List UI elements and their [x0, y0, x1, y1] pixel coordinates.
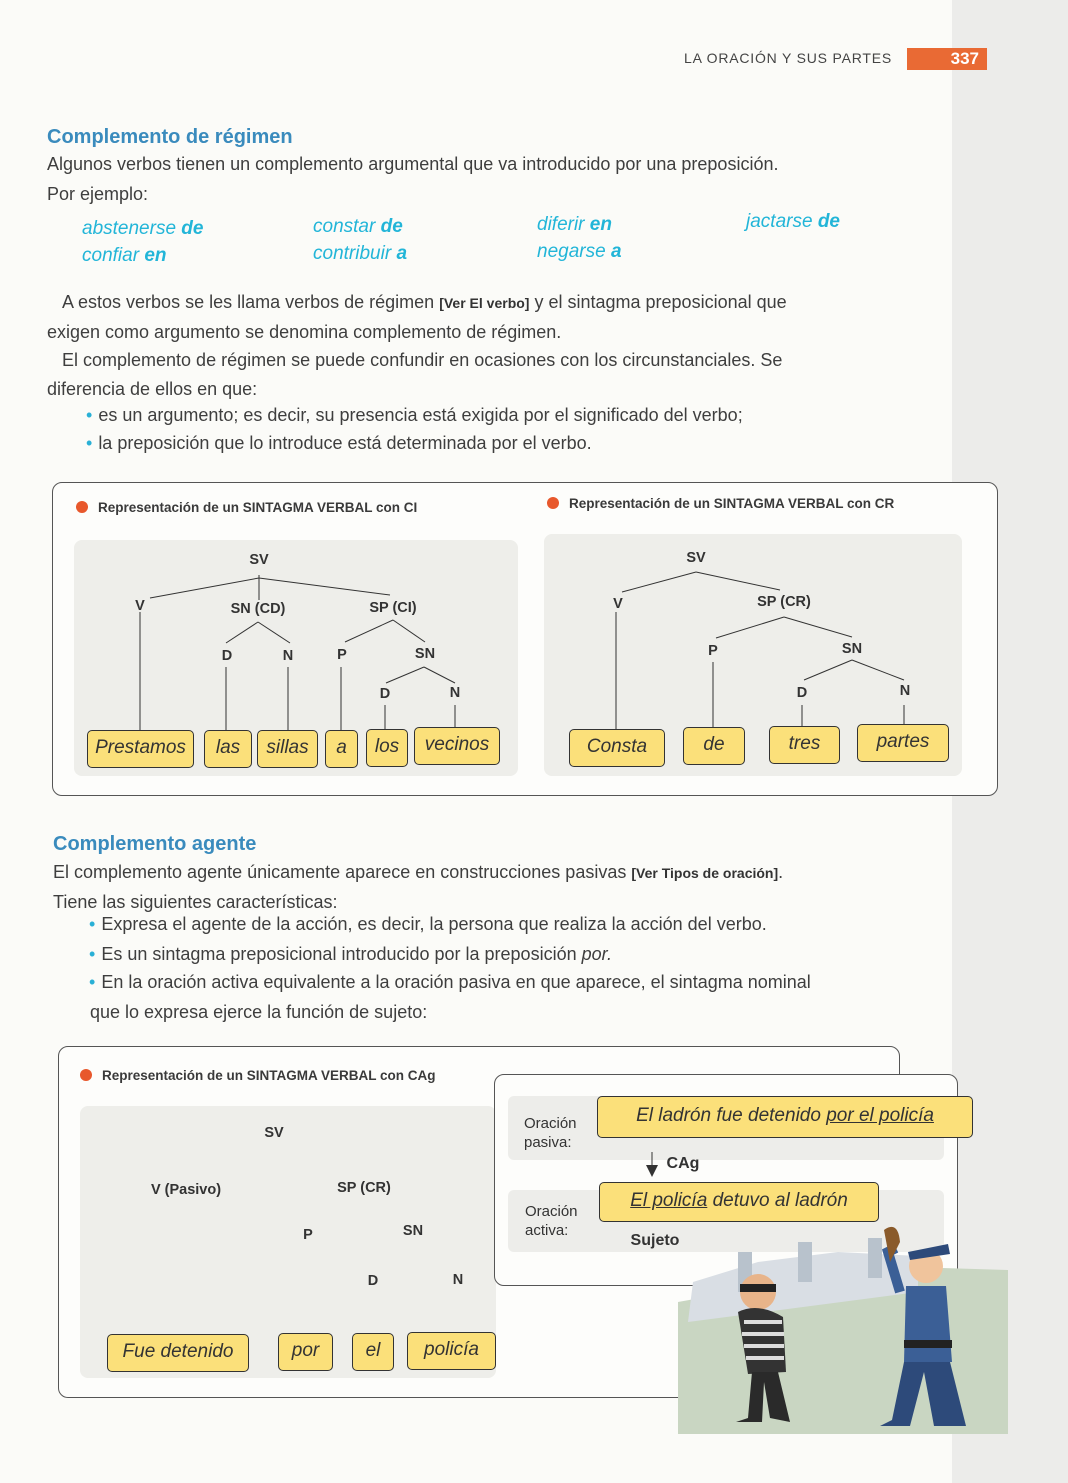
section-heading-agente: Complemento agente: [53, 833, 257, 855]
example-verb: diferir en: [537, 214, 612, 235]
regimen-para1-line2: exigen como argumento se denomina complemento de régimen.: [47, 322, 562, 342]
subject-label: Sujeto: [630, 1232, 680, 1249]
word-box: Fue detenido: [107, 1334, 249, 1372]
cross-reference: [Ver Tipos de oración]: [631, 865, 779, 881]
list-item-continuation: que lo expresa ejerce la función de sujeto:: [90, 1002, 428, 1022]
regimen-para2-line1: El complemento de régimen se puede confundir en ocasiones con los circunstanciales. Se: [62, 350, 783, 370]
tree-title-ci: Representación de un SINTAGMA VERBAL con CI: [76, 500, 417, 515]
tree-node: P: [337, 647, 347, 663]
tree-node: SN: [841, 641, 863, 657]
regimen-para2-line2: diferencia de ellos en que:: [47, 379, 258, 399]
regimen-para1-line1: A estos verbos se les llama verbos de régimen [Ver El verbo] y el sintagma preposicional que: [62, 292, 787, 312]
passive-sentence-box: El ladrón fue detenido por el policía: [597, 1096, 973, 1138]
word-box: Prestamos: [87, 730, 194, 768]
tree-node: D: [221, 648, 233, 664]
word-box: por: [278, 1333, 333, 1371]
regimen-intro-line1: Algunos verbos tienen un complemento argumental que va introducido por una preposición.: [47, 154, 779, 174]
word-box: las: [204, 730, 252, 768]
list-item: • Es un sintagma preposicional introducido por la preposición por.: [89, 944, 612, 964]
example-verb: abstenerse de: [82, 218, 204, 239]
tree-title-cag: Representación de un SINTAGMA VERBAL con CAg: [80, 1068, 436, 1083]
list-item: • la preposición que lo introduce está determinada por el verbo.: [86, 433, 592, 453]
agente-line2: Tiene las siguientes características:: [53, 892, 338, 912]
word-box: tres: [769, 726, 840, 764]
tree-node: SN (CD): [230, 601, 286, 617]
regimen-intro-line2: Por ejemplo:: [47, 184, 149, 204]
word-box: sillas: [257, 730, 318, 768]
section-heading-regimen: Complemento de régimen: [47, 126, 293, 148]
word-box: partes: [857, 724, 949, 762]
tree-node: SV: [249, 552, 269, 568]
word-box: los: [366, 729, 408, 767]
word-box: Consta: [569, 729, 665, 767]
cross-reference: [Ver El verbo]: [439, 295, 530, 311]
tree-node: N: [452, 1272, 464, 1288]
example-verb: confiar en: [82, 245, 167, 266]
tree-node: SV: [264, 1125, 284, 1141]
example-verb: negarse a: [537, 241, 622, 262]
tree-node: SN: [402, 1223, 424, 1239]
tree-title-cr: Representación de un SINTAGMA VERBAL con CR: [547, 496, 894, 511]
example-verb: constar de: [313, 216, 403, 237]
tree-node: D: [379, 686, 391, 702]
example-verb: jactarse de: [746, 211, 840, 232]
tree-node: P: [708, 643, 718, 659]
tree-node: V: [613, 596, 623, 612]
agente-line1: El complemento agente únicamente aparece en construcciones pasivas [Ver Tipos de oración].: [53, 862, 784, 882]
tree-node: N: [449, 685, 461, 701]
tree-node: N: [899, 683, 911, 699]
word-box: vecinos: [414, 727, 500, 765]
word-box: a: [325, 730, 358, 768]
list-item: • En la oración activa equivalente a la oración pasiva en que aparece, el sintagma nominal: [89, 972, 811, 992]
police-thief-illustration: [678, 1222, 1008, 1434]
example-verb: contribuir a: [313, 243, 408, 264]
tree-node: SN: [414, 646, 436, 662]
page-number: 337: [907, 48, 987, 70]
tree-node: SP (CI): [369, 600, 417, 616]
word-box: policía: [407, 1332, 496, 1370]
tree-node: SV: [686, 550, 706, 566]
active-sentence-box: El policía detuvo al ladrón: [599, 1182, 879, 1222]
tree-node: N: [282, 648, 294, 664]
tree-node: V (Pasivo): [150, 1182, 222, 1198]
active-label: Oración activa:: [525, 1203, 578, 1239]
running-title: LA ORACIÓN Y SUS PARTES: [684, 50, 892, 66]
tree-node: SP (CR): [337, 1180, 391, 1196]
tree-node: D: [796, 685, 808, 701]
tree-node: P: [303, 1227, 313, 1243]
word-box: de: [683, 727, 745, 765]
list-item: • es un argumento; es decir, su presencia está exigida por el significado del verbo;: [86, 405, 743, 425]
list-item: • Expresa el agente de la acción, es decir, la persona que realiza la acción del verbo.: [89, 914, 767, 934]
passive-label: Oración pasiva:: [524, 1115, 577, 1151]
tree-node: SP (CR): [757, 594, 811, 610]
tree-node: V: [135, 598, 145, 614]
cag-label: CAg: [666, 1155, 700, 1172]
tree-node: D: [367, 1273, 379, 1289]
word-box: el: [352, 1333, 394, 1371]
